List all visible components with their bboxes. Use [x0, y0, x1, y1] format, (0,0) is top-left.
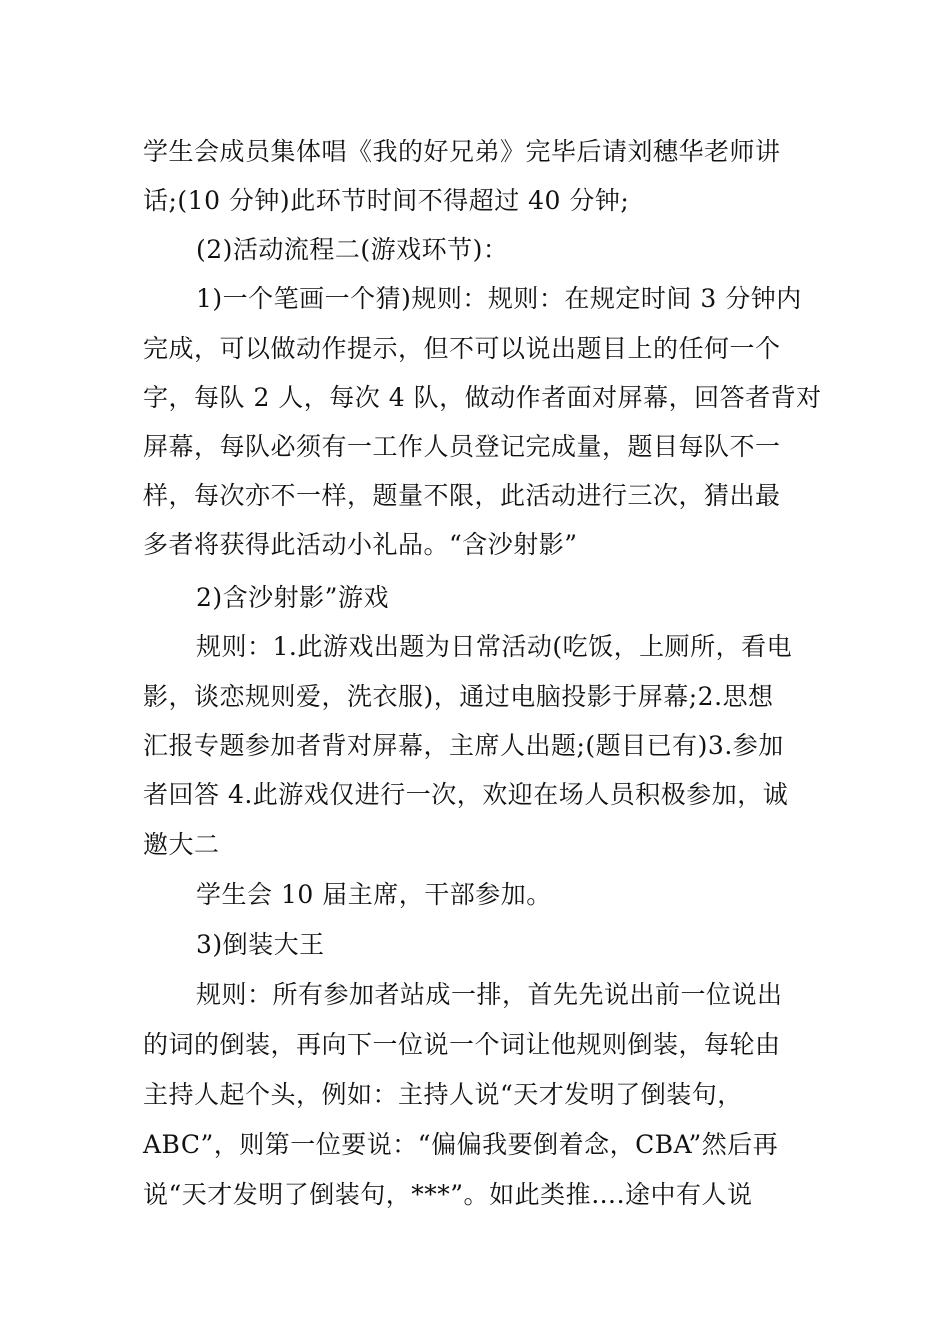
- text-line-14: 者回答 4.此游戏仅进行一次，欢迎在场人员积极参加，诚: [143, 780, 789, 809]
- text-line-5: 完成，可以做动作提示，但不可以说出题目上的任何一个: [143, 334, 781, 363]
- text-line-7: 屏幕，每队必须有一工作人员登记完成量，题目每队不一: [143, 432, 781, 461]
- text-line-15: 邀大二: [143, 830, 220, 859]
- rules-line-3: 规则：所有参加者站成一排，首先先说出前一位说出: [196, 980, 783, 1009]
- text-line-16: 学生会 10 届主席，干部参加。: [196, 880, 552, 909]
- text-line-13: 汇报专题参加者背对屏幕，主席人出题;(题目已有)3.参加: [143, 731, 784, 760]
- text-line-20: 主持人起个头，例如：主持人说“天才发明了倒装句，: [143, 1080, 743, 1109]
- text-line-22: 说“天才发明了倒装句，***”。如此类推….途中有人说: [143, 1180, 753, 1209]
- section-heading-activity-flow-2: (2)活动流程二(游戏环节)：: [196, 235, 509, 264]
- item-heading-3: 3)倒装大王: [196, 930, 325, 959]
- item-heading-1: 1)一个笔画一个猜)规则：规则：在规定时间 3 分钟内: [196, 284, 802, 313]
- item-heading-2: 2)含沙射影”游戏: [196, 583, 389, 612]
- text-line-21: ABC”，则第一位要说：“偏偏我要倒着念，CBA”然后再: [143, 1130, 779, 1159]
- text-line-2: 话;(10 分钟)此环节时间不得超过 40 分钟;: [143, 186, 630, 215]
- text-line-1: 学生会成员集体唱《我的好兄弟》完毕后请刘穗华老师讲: [143, 137, 781, 166]
- rules-line-1: 规则：1.此游戏出题为日常活动(吃饭，上厕所，看电: [196, 632, 793, 661]
- text-line-9: 多者将获得此活动小礼品。“含沙射影”: [143, 530, 578, 559]
- text-line-6: 字，每队 2 人，每次 4 队，做动作者面对屏幕，回答者背对: [143, 383, 822, 412]
- text-line-8: 样，每次亦不一样，题量不限，此活动进行三次，猜出最: [143, 481, 781, 510]
- text-line-12: 影，谈恋规则爱，洗衣服)，通过电脑投影于屏幕;2.思想: [143, 682, 774, 711]
- text-line-19: 的词的倒装，再向下一位说一个词让他规则倒装，每轮由: [143, 1030, 781, 1059]
